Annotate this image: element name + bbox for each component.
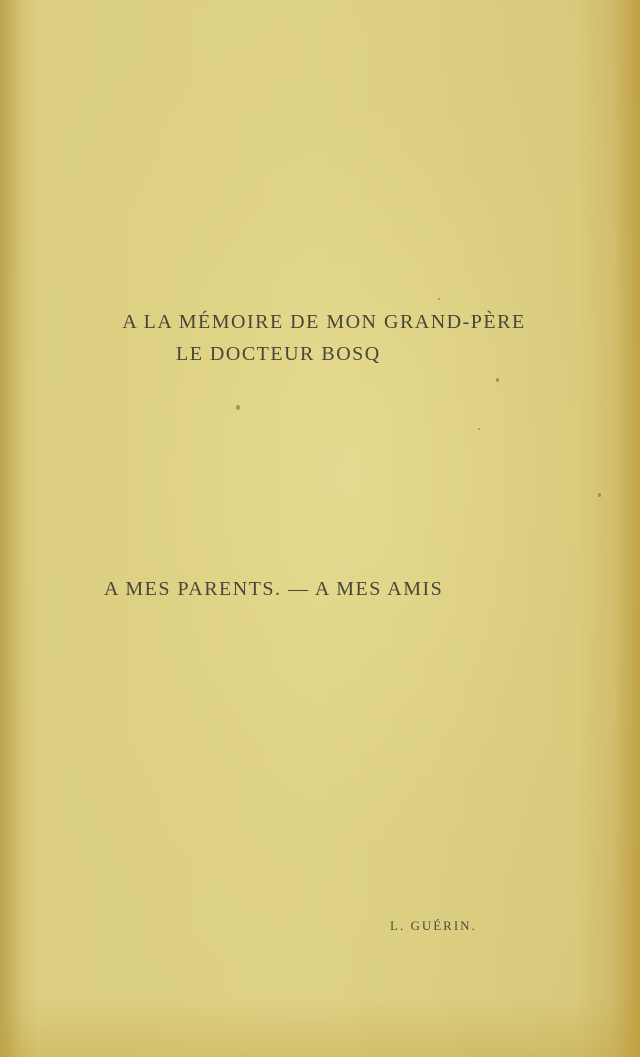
paper-speck xyxy=(478,428,480,430)
page-edge-shadow-left xyxy=(0,0,22,1057)
paper-speck xyxy=(496,378,499,382)
page-edge-shadow-right xyxy=(614,0,640,1057)
paper-speck xyxy=(598,493,601,497)
page-edge-shadow-bottom xyxy=(0,997,640,1057)
author-signature: L. GUÉRIN. xyxy=(390,918,477,933)
dedication-line-parents-friends: A MES PARENTS. — A MES AMIS xyxy=(104,578,444,600)
dedication-line-doctor: LE DOCTEUR BOSQ xyxy=(176,343,381,365)
paper-speck xyxy=(236,405,240,410)
paper-speck xyxy=(438,298,440,300)
dedication-line-grandfather: A LA MÉMOIRE DE MON GRAND-PÈRE xyxy=(122,311,526,333)
